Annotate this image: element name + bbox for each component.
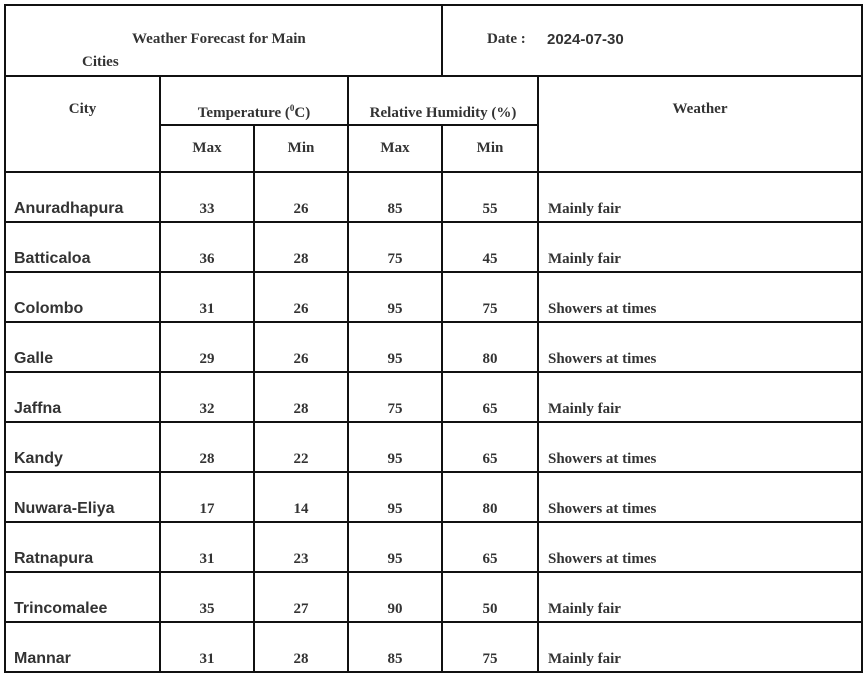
cell-temp-min: 28	[254, 622, 348, 672]
cell-rh-min: 55	[442, 172, 538, 222]
cell-rh-min: 75	[442, 622, 538, 672]
cell-city: Mannar	[5, 622, 160, 672]
cell-city: Batticaloa	[5, 222, 160, 272]
date-label: Date :	[487, 31, 526, 47]
cell-weather: Showers at times	[538, 472, 862, 522]
table-row	[5, 272, 862, 322]
cell-weather: Showers at times	[538, 322, 862, 372]
cell-temp-max: 31	[160, 622, 254, 672]
cell-rh-min: 50	[442, 572, 538, 622]
cell-temp-max: 33	[160, 172, 254, 222]
cell-rh-min: 80	[442, 472, 538, 522]
cell-city: Jaffna	[5, 372, 160, 422]
cell-weather: Mainly fair	[538, 622, 862, 672]
cell-temp-max: 31	[160, 522, 254, 572]
cell-temp-min: 27	[254, 572, 348, 622]
cell-rh-min: 45	[442, 222, 538, 272]
header-row-1	[5, 76, 862, 125]
cell-temp-min: 28	[254, 372, 348, 422]
cell-rh-max: 95	[348, 522, 442, 572]
table-row	[5, 222, 862, 272]
cell-city: Ratnapura	[5, 522, 160, 572]
cell-weather: Showers at times	[538, 422, 862, 472]
column-header-humidity: Relative Humidity (%)	[348, 76, 538, 125]
table-row	[5, 622, 862, 672]
cell-rh-min: 80	[442, 322, 538, 372]
title-row	[5, 5, 862, 76]
cell-rh-max: 85	[348, 622, 442, 672]
cell-temp-max: 17	[160, 472, 254, 522]
temperature-label-suffix: C)	[294, 105, 311, 121]
cell-temp-min: 26	[254, 322, 348, 372]
column-header-city: City	[5, 76, 160, 172]
table-row	[5, 372, 862, 422]
cell-weather: Mainly fair	[538, 222, 862, 272]
cell-temp-min: 28	[254, 222, 348, 272]
cell-city: Anuradhapura	[5, 172, 160, 222]
cell-rh-max: 95	[348, 422, 442, 472]
cell-city: Colombo	[5, 272, 160, 322]
table-row	[5, 522, 862, 572]
cell-rh-min: 65	[442, 522, 538, 572]
cell-temp-min: 26	[254, 272, 348, 322]
cell-rh-max: 95	[348, 322, 442, 372]
subheader-rh-min: Min	[442, 125, 538, 172]
cell-weather: Showers at times	[538, 522, 862, 572]
cell-temp-max: 35	[160, 572, 254, 622]
cell-temp-max: 32	[160, 372, 254, 422]
table-row	[5, 422, 862, 472]
table-row	[5, 572, 862, 622]
cell-city: Trincomalee	[5, 572, 160, 622]
cell-temp-max: 28	[160, 422, 254, 472]
cell-rh-max: 75	[348, 372, 442, 422]
subheader-temp-max: Max	[160, 125, 254, 172]
table-row	[5, 172, 862, 222]
column-header-temperature	[160, 76, 348, 125]
cell-rh-max: 95	[348, 472, 442, 522]
temperature-label-prefix: Temperature (	[197, 105, 290, 121]
forecast-rows	[5, 172, 862, 672]
column-header-weather: Weather	[538, 76, 862, 172]
cell-weather: Showers at times	[538, 272, 862, 322]
cell-rh-max: 85	[348, 172, 442, 222]
cell-city: Kandy	[5, 422, 160, 472]
title-cell	[5, 5, 442, 76]
date-value: 2024-07-30	[547, 31, 624, 48]
cell-rh-min: 75	[442, 272, 538, 322]
cell-city: Galle	[5, 322, 160, 372]
cell-temp-min: 23	[254, 522, 348, 572]
page-title-continued: Cities	[82, 54, 119, 70]
cell-rh-max: 90	[348, 572, 442, 622]
cell-temp-min: 14	[254, 472, 348, 522]
subheader-temp-min: Min	[254, 125, 348, 172]
cell-rh-min: 65	[442, 422, 538, 472]
degree-superscript: 0	[289, 103, 295, 113]
cell-temp-max: 31	[160, 272, 254, 322]
cell-temp-min: 26	[254, 172, 348, 222]
cell-weather: Mainly fair	[538, 572, 862, 622]
date-cell	[442, 5, 862, 76]
forecast-table	[4, 4, 863, 673]
table-row	[5, 472, 862, 522]
cell-rh-max: 75	[348, 222, 442, 272]
cell-temp-min: 22	[254, 422, 348, 472]
cell-weather: Mainly fair	[538, 372, 862, 422]
cell-temp-max: 29	[160, 322, 254, 372]
cell-city: Nuwara-Eliya	[5, 472, 160, 522]
page-title: Weather Forecast for Main	[132, 31, 306, 47]
subheader-rh-max: Max	[348, 125, 442, 172]
table-row	[5, 322, 862, 372]
cell-rh-max: 95	[348, 272, 442, 322]
cell-rh-min: 65	[442, 372, 538, 422]
cell-weather: Mainly fair	[538, 172, 862, 222]
cell-temp-max: 36	[160, 222, 254, 272]
